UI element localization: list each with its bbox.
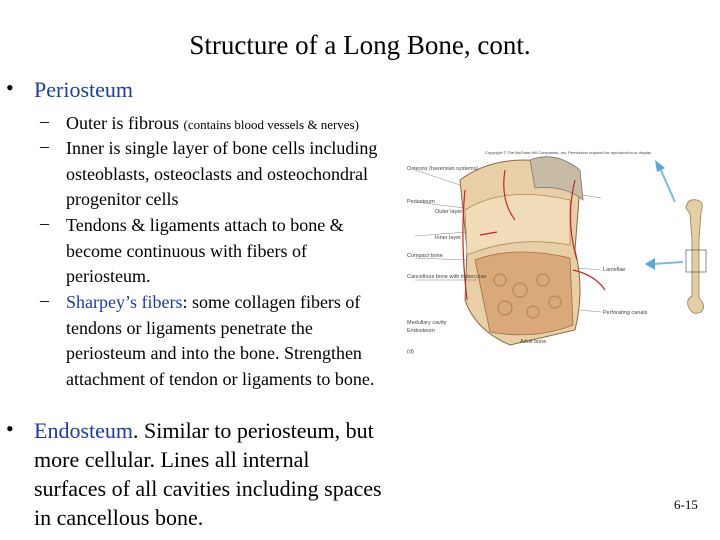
long-bone-figure: [405, 140, 715, 360]
subbullet-outer-fibrous: [66, 111, 396, 138]
label-perforating-canals: Perforating canals: [603, 310, 648, 316]
label-outer-layer: Outer layer: [435, 209, 463, 215]
sharpeys-fibers-term: Sharpey’s fibers: [66, 292, 183, 312]
blue-arrow-upper-head: [655, 160, 665, 172]
label-endosteum: Endosteum: [407, 328, 435, 334]
label-cancellous-bone: Cancellous bone with trabeculae: [407, 274, 487, 280]
label-osteons: Osteons (haversian systems): [407, 166, 479, 172]
dash-marker: –: [40, 136, 49, 156]
dash-marker: –: [40, 111, 49, 131]
subbullet-tendons: Tendons & ligaments attach to bone & become continuous with fibers of periosteum.: [66, 215, 344, 286]
blue-arrow-lower-head: [645, 258, 655, 270]
label-panel-d: (d): [407, 349, 414, 355]
bullet-marker: •: [6, 75, 14, 100]
page-number: 6-15: [674, 497, 698, 512]
femur-icon: [686, 200, 704, 314]
bullet-marker: •: [6, 416, 14, 441]
label-lamellae: Lamellae: [603, 267, 626, 273]
dash-marker: –: [40, 213, 49, 233]
bullet-endosteum: [34, 416, 386, 532]
label-compact-bone: Compact bone: [407, 253, 443, 259]
sharpeys-fibers-text: : some collagen fibers of tendons or ligaments penetrate the periosteum and into the bone. Strengthen attachment of tendon or ligaments to bone.: [66, 292, 375, 389]
endosteum-heading: Endosteum: [34, 418, 133, 443]
slide-title: Structure of a Long Bone, cont.: [189, 30, 531, 60]
label-adult-bone: Adult bone: [520, 339, 547, 345]
blue-arrow-lower: [653, 262, 683, 264]
label-inner-layer: Inner layer: [435, 235, 461, 241]
subbullet-sharpeys-fibers: [66, 290, 386, 392]
label-medullary-cavity: Medullary cavity: [407, 320, 447, 326]
figure-copyright: Copyright © The McGraw-Hill Companies, Inc. Permission required for reproduction or display.: [485, 150, 652, 155]
bullet-periosteum-heading: Periosteum: [34, 77, 133, 102]
blue-arrow-upper: [660, 168, 675, 202]
subbullet-inner-layer: Inner is single layer of bone cells including osteoblasts, osteoclasts and osteochondral progenitor cells: [66, 138, 378, 209]
dash-marker: –: [40, 290, 49, 310]
endosteum-text: . Similar to periosteum, but more cellular. Lines all internal surfaces of all cavities including spaces in cancellous bone.: [34, 418, 382, 530]
label-periosteum: Periosteum: [407, 199, 435, 205]
subbullet-note: (contains blood vessels & nerves): [183, 117, 359, 132]
cancellous-bone: [475, 252, 573, 335]
subbullet-text: Outer is fibrous: [66, 113, 184, 133]
